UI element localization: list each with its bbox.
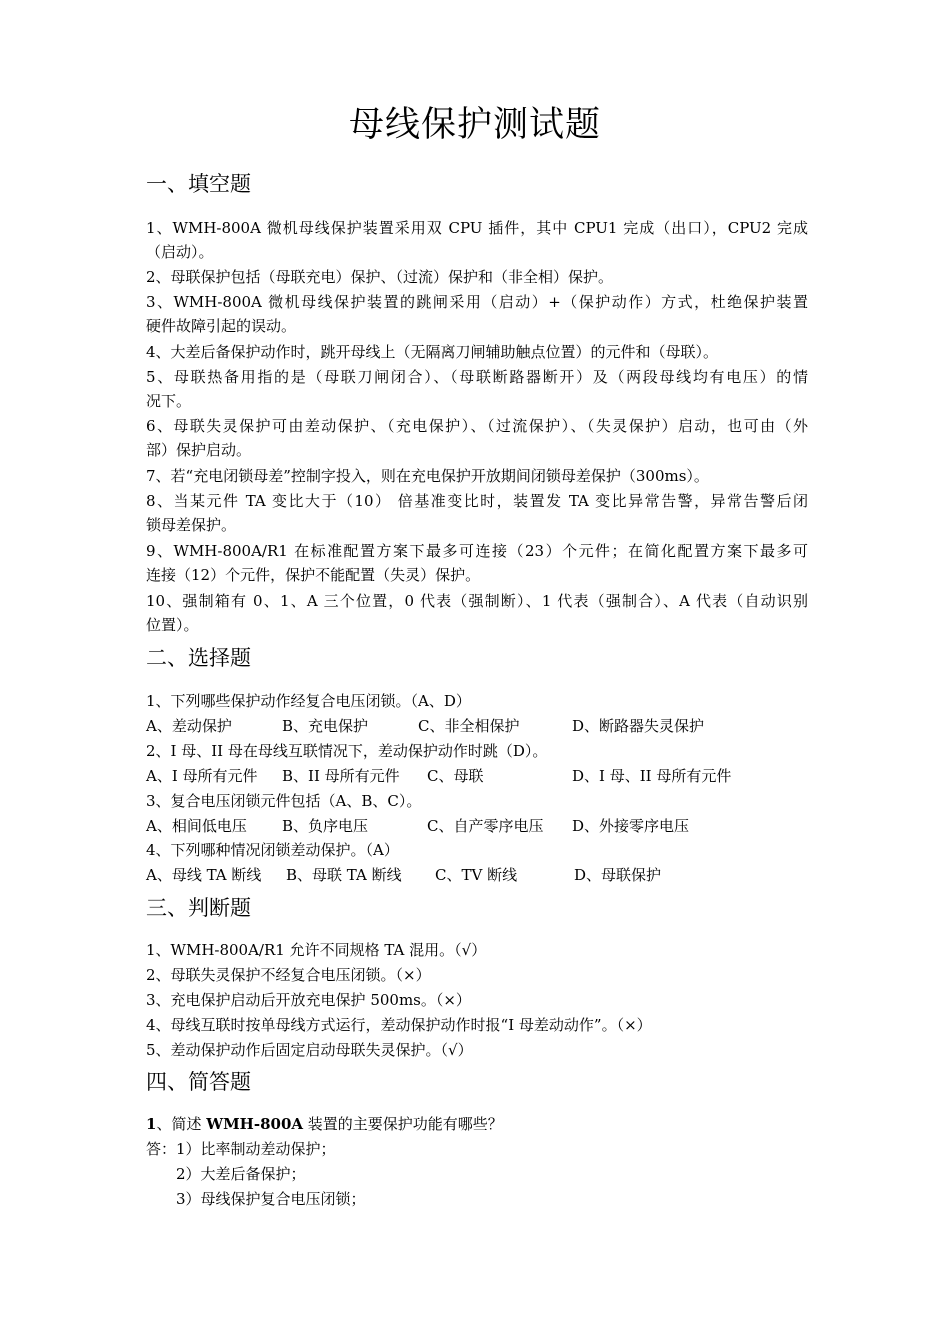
choice-option: B、母联 TA 断线: [286, 866, 402, 884]
section-heading-short: 四、简答题: [146, 1070, 251, 1094]
section-heading-fill: 一、填空题: [146, 172, 251, 196]
fill-line: 9、WMH-800A/R1 在标准配置方案下最多可连接（23）个元件；在简化配置方案下最多可: [146, 542, 808, 560]
choice-question: 1、下列哪些保护动作经复合电压闭锁。（A、D）: [146, 692, 471, 710]
fill-line: （启动）。: [146, 243, 214, 261]
fill-line: 7、若“充电闭锁母差”控制字投入，则在充电保护开放期间闭锁母差保护（300ms）。: [146, 467, 709, 485]
choice-option: A、母线 TA 断线: [146, 866, 262, 884]
device-model: WMH-800A: [206, 1115, 304, 1133]
choice-option: C、母联: [427, 767, 484, 785]
judge-item: 1、WMH-800A/R1 允许不同规格 TA 混用。（√）: [146, 941, 487, 959]
choice-question: 4、下列哪种情况闭锁差动保护。（A）: [146, 841, 399, 859]
fill-line: 10、强制箱有 0、1、A 三个位置，0 代表（强制断）、1 代表（强制合）、A 代表（自动识别: [146, 592, 808, 610]
answer-line: 答：1）比率制动差动保护；: [146, 1140, 336, 1158]
choice-option: C、非全相保护: [418, 717, 520, 735]
fill-line: 锁母差保护。: [146, 516, 237, 534]
choice-option: C、自产零序电压: [427, 817, 544, 835]
fill-line: 5、母联热备用指的是（母联刀闸闭合）、（母联断路器断开）及（两段母线均有电压）的情: [146, 368, 808, 386]
choice-option: A、差动保护: [146, 717, 232, 735]
fill-line: 1、WMH-800A 微机母线保护装置采用双 CPU 插件，其中 CPU1 完成（出口），CPU2 完成: [146, 219, 808, 237]
choice-option: B、充电保护: [282, 717, 369, 735]
judge-item: 3、充电保护启动后开放充电保护 500ms。（×）: [146, 991, 471, 1009]
choice-option: B、负序电压: [282, 817, 369, 835]
choice-options: [146, 766, 808, 786]
fill-line: 连接（12）个元件，保护不能配置（失灵）保护。: [146, 566, 481, 584]
fill-line: 硬件故障引起的误动。: [146, 317, 297, 335]
choice-question: 3、复合电压闭锁元件包括（A、B、C）。: [146, 792, 422, 810]
fill-line: 4、大差后备保护动作时，跳开母线上（无隔离刀闸辅助触点位置）的元件和（母联）。: [146, 343, 719, 361]
fill-line: 8、当某元件 TA 变比大于（10） 倍基准变比时，装置发 TA 变比异常告警，异常告警后闭: [146, 492, 808, 510]
answer-line: 2）大差后备保护；: [176, 1165, 306, 1183]
choice-option: A、I 母所有元件: [146, 767, 258, 785]
judge-item: 5、差动保护动作后固定启动母联失灵保护。（√）: [146, 1041, 473, 1059]
fill-line: 位置）。: [146, 616, 199, 634]
fill-line: 2、母联保护包括（母联充电）保护、（过流）保护和（非全相）保护。: [146, 268, 614, 286]
fill-line: 6、母联失灵保护可由差动保护、（充电保护）、（过流保护）、（失灵保护）启动，也可由（外: [146, 417, 808, 435]
section-heading-judge: 三、判断题: [146, 896, 251, 920]
page-title: 母线保护测试题: [348, 105, 601, 145]
fill-line: 况下。: [146, 392, 192, 410]
question-text: 装置的主要保护功能有哪些？: [303, 1115, 503, 1133]
choice-options: [146, 865, 808, 885]
choice-option: B、II 母所有元件: [282, 767, 400, 785]
choice-options: [146, 816, 808, 836]
choice-option: D、母联保护: [574, 866, 662, 884]
judge-item: 2、母联失灵保护不经复合电压闭锁。（×）: [146, 966, 431, 984]
judge-item: 4、母线互联时按单母线方式运行，差动保护动作时报“I 母差动动作”。（×）: [146, 1016, 652, 1034]
choice-options: [146, 716, 808, 736]
choice-option: D、外接零序电压: [572, 817, 690, 835]
question-number: 1: [146, 1115, 157, 1133]
section-heading-choice: 二、选择题: [146, 646, 251, 670]
fill-line: 3、WMH-800A 微机母线保护装置的跳闸采用（启动）+（保护动作）方式，杜绝保护装置: [146, 293, 808, 311]
question-text: 、简述: [156, 1115, 207, 1133]
choice-option: A、相间低电压: [146, 817, 247, 835]
fill-line: 部）保护启动。: [146, 441, 252, 459]
choice-option: C、TV 断线: [435, 866, 518, 884]
choice-option: D、I 母、II 母所有元件: [572, 767, 732, 785]
answer-line: 3）母线保护复合电压闭锁；: [176, 1190, 366, 1208]
short-question: [146, 1114, 808, 1134]
choice-option: D、断路器失灵保护: [572, 717, 705, 735]
choice-question: 2、I 母、II 母在母线互联情况下，差动保护动作时跳（D）。: [146, 742, 548, 760]
